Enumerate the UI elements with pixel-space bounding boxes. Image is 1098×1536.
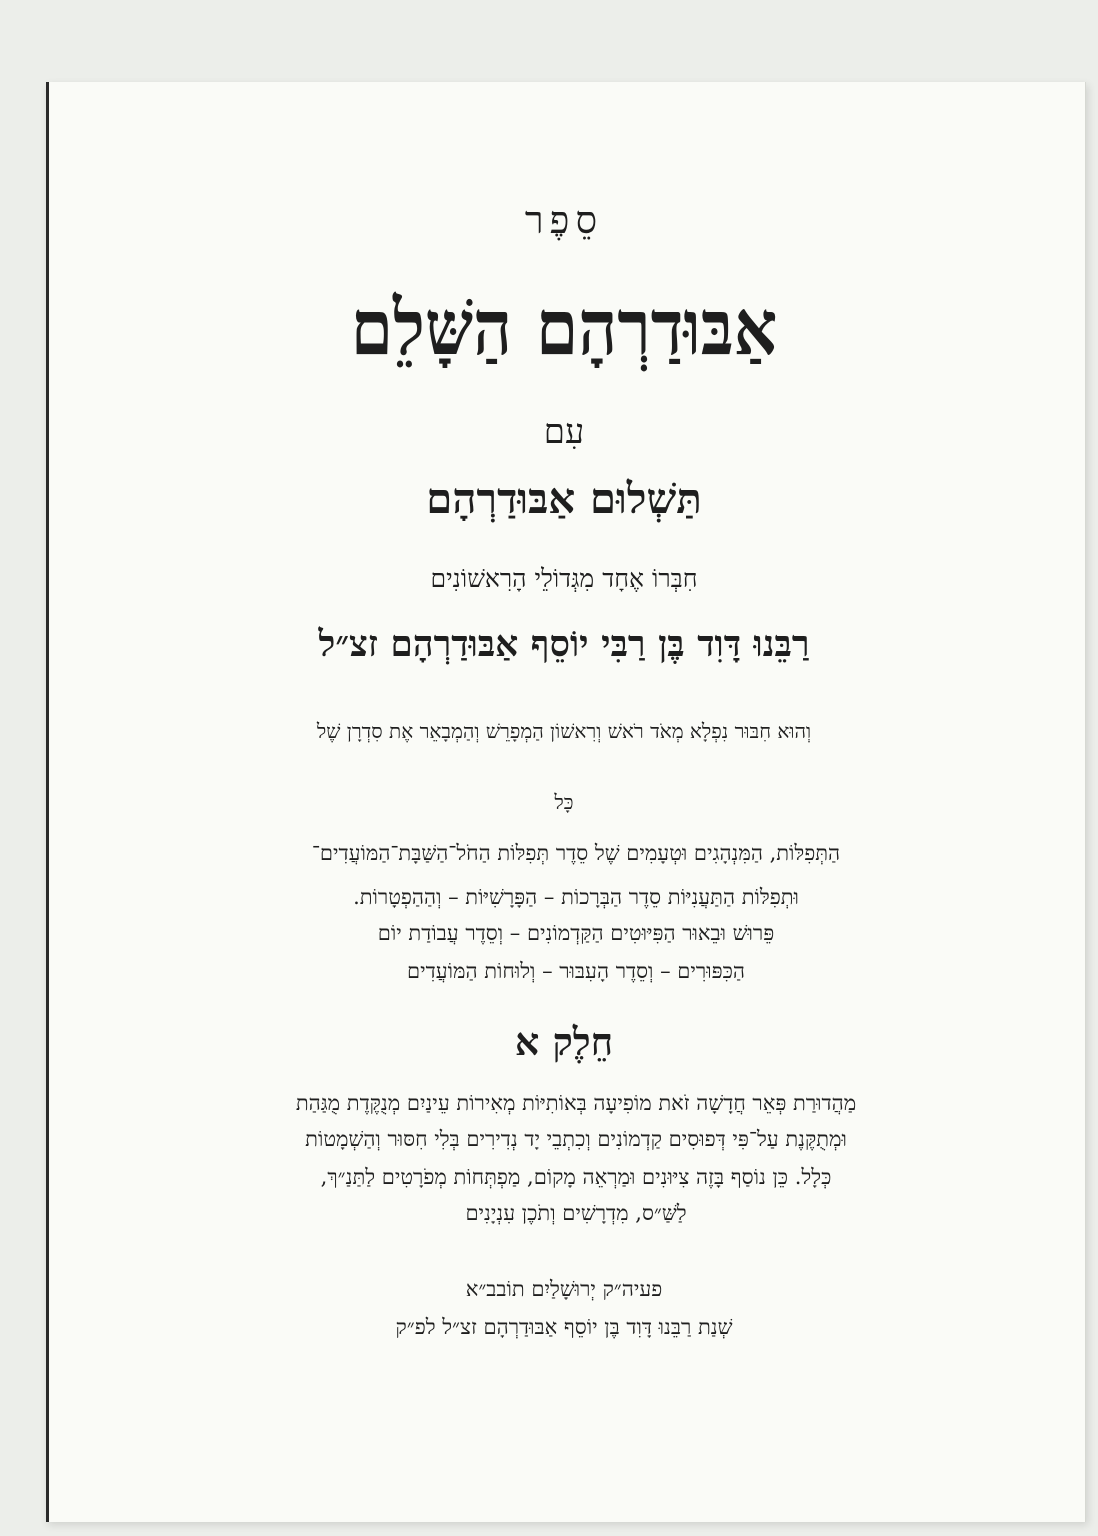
subtitle: תַּשְׁלוּם אַבּוּדַרְהָם: [426, 474, 702, 523]
description-intro: וְהוּא חִבּוּר נִפְלָא מְאֹד רֹאשׁ וְרִאשׁוֹן הַמְפָרֵשׁ וְהַמְבָאֵר אֶת סִדְרָן שֶׁל: [316, 719, 812, 743]
contents-line: הַתְּפִלּוֹת, הַמִּנְהָגִים וּטְעָמִים שֶׁל סֵדֶר תְּפִלּוֹת הַחֹל־הַשַּׁבָּת־הַמּוֹעֲדִים־: [311, 841, 841, 865]
contents-line: וּתְפִלּוֹת הַתַּעֲנִיּוֹת סֵדֶר הַבְּרָכוֹת – הַפָּרָשִׁיּוֹת – וְהַהַפְטָרוֹת.: [353, 885, 799, 909]
im-word: עִם: [543, 412, 585, 452]
author-line: רַבֵּנוּ דָּוִד בֶּן רַבִּי יוֹסֵף אַבּוּדַרְהָם זצ״ל: [318, 623, 810, 665]
edition-line: וּמְתֻקֶּנֶת עַל־פִּי דְּפוּסִים קַדְמוֹנִים וְכִתְבֵי יָד נְדִירִים בְּלִי חִסּוּר וְהַשְׁמָטוֹת: [305, 1127, 847, 1151]
main-title: אַבּוּדַרְהָם הַשָּׁלֵם: [350, 283, 778, 373]
edition-line: כְּלָל. כֵּן נוֹסַף בָּזֶה צִיּוּנִים וּמַרְאֵה מָקוֹם, מַפְתְּחוֹת מְפֹרָטִים לַתַּנַ״ךְ,: [320, 1165, 832, 1189]
composed-by-line: חִבְּרוֹ אֶחָד מִגְּדוֹלֵי הָרִאשׁוֹנִים: [430, 564, 698, 593]
kol-word: כָּל: [554, 790, 574, 814]
volume-heading: חֵלֶק א: [514, 1019, 614, 1064]
contents-line: הַכִּפּוּרִים – וְסֵדֶר הָעִבּוּר – וְלוּחוֹת הַמּוֹעֲדִים: [407, 959, 745, 983]
sefer-heading: סֵפֶר: [524, 198, 604, 242]
place-line: פעיה״ק יְרוּשָׁלַיִם תוֹבב״א: [465, 1277, 663, 1301]
edition-line: מַהֲדוּרַת פְּאֵר חֲדָשָׁה זֹאת מוֹפִיעָה בְּאוֹתִיּוֹת מְאִירוֹת עֵינַיִם מְנֻקֶּדֶת מֻגַּהַת: [295, 1091, 857, 1115]
contents-line: פֵּרוּשׁ וּבֵאוּר הַפִּיּוּטִים הַקַּדְמוֹנִים – וְסֵדֶר עֲבוֹדַת יוֹם: [377, 921, 775, 945]
edition-line: לַשַּׁ״ס, מִדְרָשִׁים וְתֹכֶן עִנְיָנִים: [465, 1201, 687, 1225]
year-line: שְׁנַת רַבֵּנוּ דָּוִד בֶּן יוֹסֵף אַבּוּדַרְהָם זצ״ל לפ״ק: [395, 1315, 733, 1339]
